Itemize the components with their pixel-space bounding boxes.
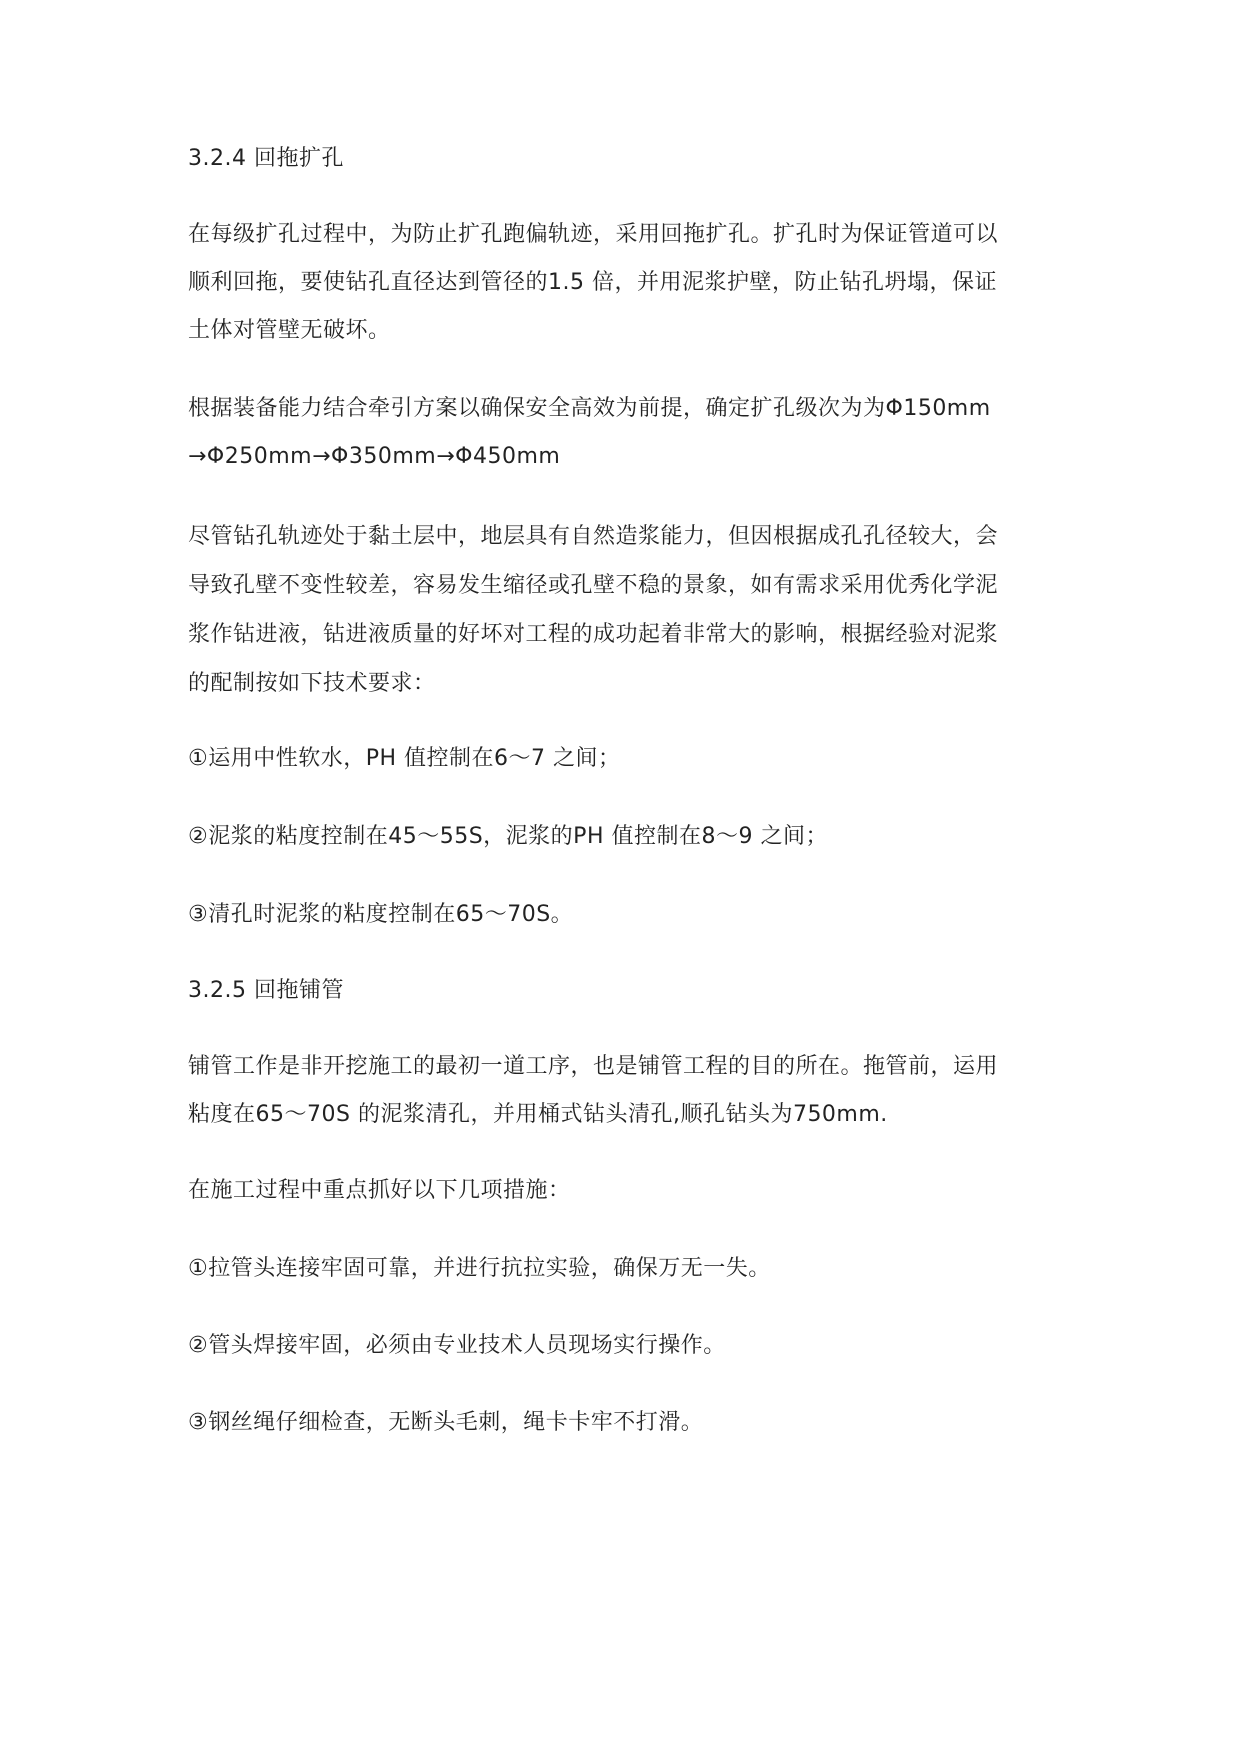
section-heading-3-2-5: 3.2.5 回拖铺管 <box>188 978 344 1003</box>
paragraph-line: 粘度在65～70S 的泥浆清孔，并用桶式钻头清孔,顺孔钻头为750mm. <box>188 1102 888 1127</box>
requirement-item: ②泥浆的粘度控制在45～55S，泥浆的PH 值控制在8～9 之间； <box>188 824 828 849</box>
paragraph-line: 的配制按如下技术要求： <box>188 671 436 696</box>
measure-item: ②管头焊接牢固，必须由专业技术人员现场实行操作。 <box>188 1333 726 1358</box>
paragraph-line: 尽管钻孔轨迹处于黏土层中，地层具有自然造浆能力，但因根据成孔孔径较大，会 <box>188 524 999 549</box>
paragraph-line: 在施工过程中重点抓好以下几项措施： <box>188 1178 571 1203</box>
paragraph-line: 浆作钻进液，钻进液质量的好坏对工程的成功起着非常大的影响，根据经验对泥浆 <box>188 622 999 647</box>
requirement-item: ①运用中性软水，PH 值控制在6～7 之间； <box>188 746 621 771</box>
paragraph-line: 土体对管壁无破坏。 <box>188 318 391 343</box>
paragraph-line: →Φ250mm→Φ350mm→Φ450mm <box>188 444 561 469</box>
paragraph-line: 顺利回拖，要使钻孔直径达到管径的1.5 倍，并用泥浆护壁，防止钻孔坍塌，保证 <box>188 270 997 295</box>
measure-item: ③钢丝绳仔细检查，无断头毛刺，绳卡卡牢不打滑。 <box>188 1410 704 1435</box>
section-heading-3-2-4: 3.2.4 回拖扩孔 <box>188 146 344 171</box>
measure-item: ①拉管头连接牢固可靠，并进行抗拉实验，确保万无一失。 <box>188 1256 771 1281</box>
requirement-item: ③清孔时泥浆的粘度控制在65～70S。 <box>188 902 574 927</box>
paragraph-line: 铺管工作是非开挖施工的最初一道工序，也是铺管工程的目的所在。拖管前，运用 <box>188 1054 999 1079</box>
paragraph-line: 根据装备能力结合牵引方案以确保安全高效为前提，确定扩孔级次为为Φ150mm <box>188 396 991 421</box>
paragraph-line: 在每级扩孔过程中，为防止扩孔跑偏轨迹，采用回拖扩孔。扩孔时为保证管道可以 <box>188 222 999 247</box>
paragraph-line: 导致孔壁不变性较差，容易发生缩径或孔壁不稳的景象，如有需求采用优秀化学泥 <box>188 573 999 598</box>
